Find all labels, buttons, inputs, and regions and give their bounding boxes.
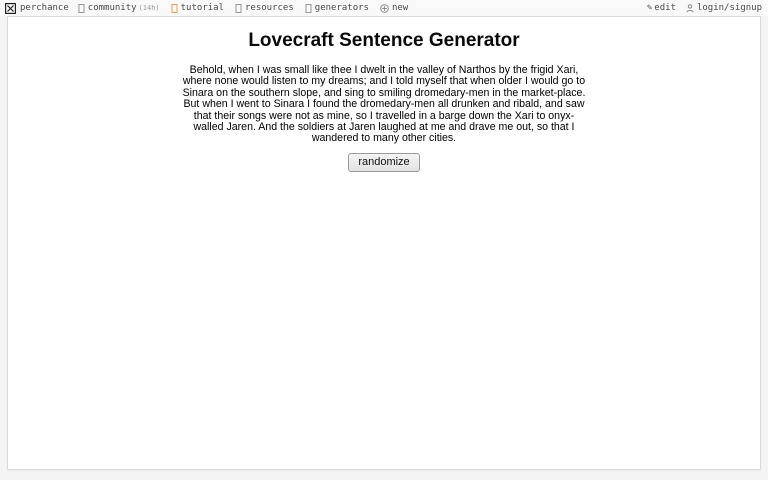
edit-pencil-icon: ✎ <box>646 3 653 13</box>
topbar-right-group <box>647 3 762 13</box>
nav-item-tutorial[interactable] <box>171 3 224 13</box>
nav-item-new[interactable] <box>380 3 408 13</box>
generated-sentence-output: Behold, when I was small like thee I dwelt in the valley of Narthos by the frigid Xari, where none would listen to my dreams; and I told myself that when older I would go to Sinara on the southern slope, and sing to smiling dromedary-men in the market-place. But when I went to Sinara I found the dromedary-men all drunken and ribald, and saw that their songs were not as mine, so I travelled in a barge down the Xari to onyx-walled Jaren. And the soldiers at Jaren laughed at me and drave me out, so that I wandered to many other cities. <box>182 64 586 145</box>
nav-item-label: generators <box>314 3 369 13</box>
brand-label: perchance <box>20 3 69 13</box>
plus-circle-icon <box>380 4 389 13</box>
nav-item-resources[interactable] <box>235 3 294 13</box>
nav-item-community[interactable] <box>78 3 160 13</box>
nav-item-label: community <box>87 3 137 13</box>
community-activity-badge: (14h) <box>138 4 160 12</box>
login-signup-label: login/signup <box>696 3 762 13</box>
perchance-logo-icon <box>5 3 16 14</box>
edit-label: edit <box>654 3 676 13</box>
nav-item-generators[interactable] <box>305 3 369 13</box>
generators-icon <box>305 4 312 13</box>
community-icon <box>78 4 85 13</box>
user-icon <box>686 4 694 13</box>
top-navigation-bar <box>0 0 768 16</box>
login-signup-link[interactable] <box>686 3 762 13</box>
randomize-button[interactable]: randomize <box>348 153 419 172</box>
nav-item-label: resources <box>245 3 294 13</box>
edit-link[interactable] <box>647 3 676 13</box>
page-title: Lovecraft Sentence Generator <box>248 30 520 51</box>
nav-item-label: tutorial <box>180 3 224 13</box>
resources-icon <box>235 4 242 13</box>
tutorial-icon <box>171 4 178 13</box>
generator-content-card <box>7 16 761 470</box>
perchance-home-link[interactable] <box>5 3 69 14</box>
nav-item-label: new <box>391 3 409 13</box>
